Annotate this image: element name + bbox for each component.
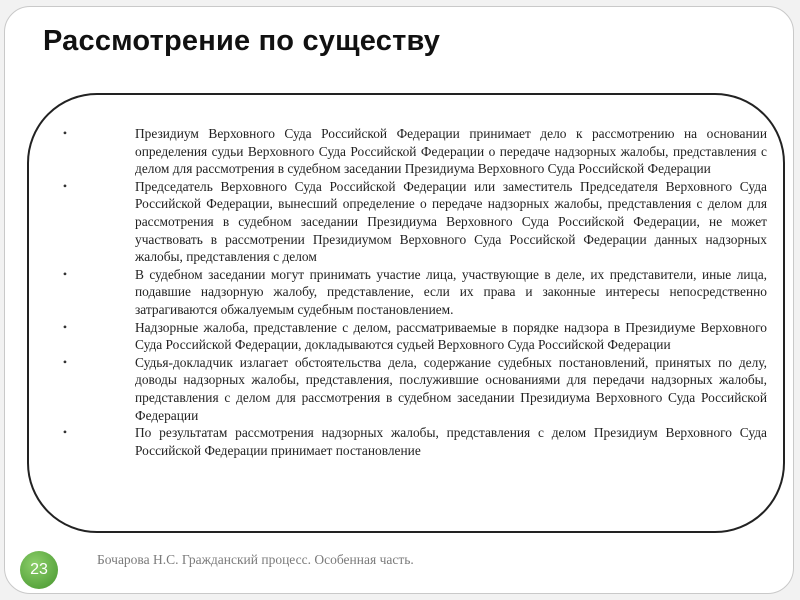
- list-item: [59, 125, 767, 178]
- bullet-text: В судебном заседании могут принимать участие лица, участвующие в деле, их представители, иные лица, подавшие надзорную жалобу, представление, если их права и законные интересы непосредственно затрагиваются обжалуемым судебным постановлением.: [135, 266, 767, 317]
- list-item: [59, 178, 767, 266]
- bullet-icon: •: [62, 319, 68, 334]
- slide: [4, 6, 794, 594]
- bullet-icon: •: [62, 178, 68, 193]
- bullet-icon: •: [62, 425, 68, 440]
- bullet-icon: •: [62, 266, 68, 281]
- list-item: [59, 424, 767, 459]
- bullet-text: Надзорные жалоба, представление с делом, рассматриваемые в порядке надзора в Президиуме Верховного Суда Российской Федерации, докладываются судьей Верховного Суда Российской Федерации: [135, 319, 767, 353]
- bullet-text: По результатам рассмотрения надзорных жалобы, представления с делом Президиум Верховного Суда Российской Федерации принимает постановление: [135, 425, 767, 458]
- bullet-text: Президиум Верховного Суда Российской Федерации принимает дело к рассмотрению на основании определения судьи Верховного Суда Российской Федерации о передаче надзорных жалобы, представления с делом для рассмотрения в судебном заседании Президиума Верховного Суда Российской Федерации: [135, 126, 767, 177]
- footer-author-text: Бочарова Н.С. Гражданский процесс. Особенная часть.: [97, 552, 414, 567]
- list-item: [59, 354, 767, 424]
- slide-title: Рассмотрение по существу: [43, 25, 441, 57]
- bullet-icon: •: [62, 126, 68, 140]
- bullet-list: [59, 125, 767, 459]
- bullet-icon: •: [62, 354, 68, 369]
- bullet-text: Председатель Верховного Суда Российской Федерации или заместитель Председателя Верховного Суда Российской Федерации, вынесший определение о передаче надзорных жалобы, представления с делом для рассмотрения в судебном заседании Президиума Верховного Суда Российской Федерации, не может участвовать в рассмотрении Президиумом Верховного Суда Российской Федерации данных надзорных жалобы, представления с делом: [135, 178, 767, 265]
- content-box: [27, 93, 785, 533]
- list-item: [59, 266, 767, 319]
- bullet-text: Судья-докладчик излагает обстоятельства дела, содержание судебных постановлений, принятых по делу, доводы надзорных жалобы, представления, послужившие основаниями для передачи надзорных жалобы, представления с делом для рассмотрения в судебном заседании Президиума Верховного Суда Российской Федерации: [135, 354, 767, 423]
- list-item: [59, 319, 767, 354]
- page-number-badge: 23: [20, 551, 58, 589]
